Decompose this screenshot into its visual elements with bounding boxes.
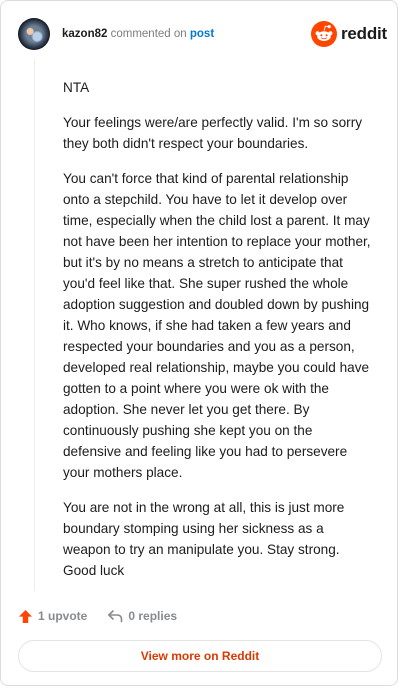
comment-body [63, 77, 371, 595]
replies-button[interactable] [107, 609, 177, 623]
commented-on-text: commented on [110, 28, 187, 40]
comment-paragraph: Your feelings were/are perfectly valid. I'm so sorry they both didn't respect your boundaries. [63, 115, 363, 151]
comment-meta [62, 27, 214, 41]
comment-paragraph: NTA [63, 80, 90, 95]
avatar[interactable] [18, 18, 50, 50]
upvote-count: 1 upvote [38, 609, 88, 623]
reddit-snoo-icon [311, 21, 337, 47]
reply-count: 0 replies [128, 609, 178, 623]
reddit-wordmark: reddit [341, 24, 388, 43]
reddit-logo[interactable] [311, 21, 387, 47]
post-link[interactable]: post [189, 28, 215, 40]
comment-actions [18, 606, 177, 626]
comment-paragraph: You are not in the wrong at all, this is just more boundary stomping using her sickness as a weapon to try an manipulate you. Stay strong. Good luck [63, 500, 345, 578]
comment-paragraph: You can't force that kind of parental relationship onto a stepchild. You have to let it develop over time, especially when the child lost a parent. It may not have been her intention to replace your mother, but it's by no means a stretch to anticipate that you'd feel like that. She super rushed the whole adoption suggestion and doubled down by pushing it. Who knows, if she had taken a few years and respected your boundaries and you as a person, developed real relationship, maybe you could have gotten to a point where you were ok with the adoption. She never let you get there. By continuously pushing she kept you on the defensive and feeling like you had to persevere your mothers place. [63, 171, 371, 480]
reply-arrow-icon [107, 609, 123, 623]
upvote-button[interactable] [18, 609, 87, 624]
username-link[interactable]: kazon82 [62, 28, 108, 40]
upvote-arrow-icon [18, 609, 33, 624]
view-more-button[interactable]: View more on Reddit [18, 640, 382, 672]
thread-line [34, 59, 35, 591]
